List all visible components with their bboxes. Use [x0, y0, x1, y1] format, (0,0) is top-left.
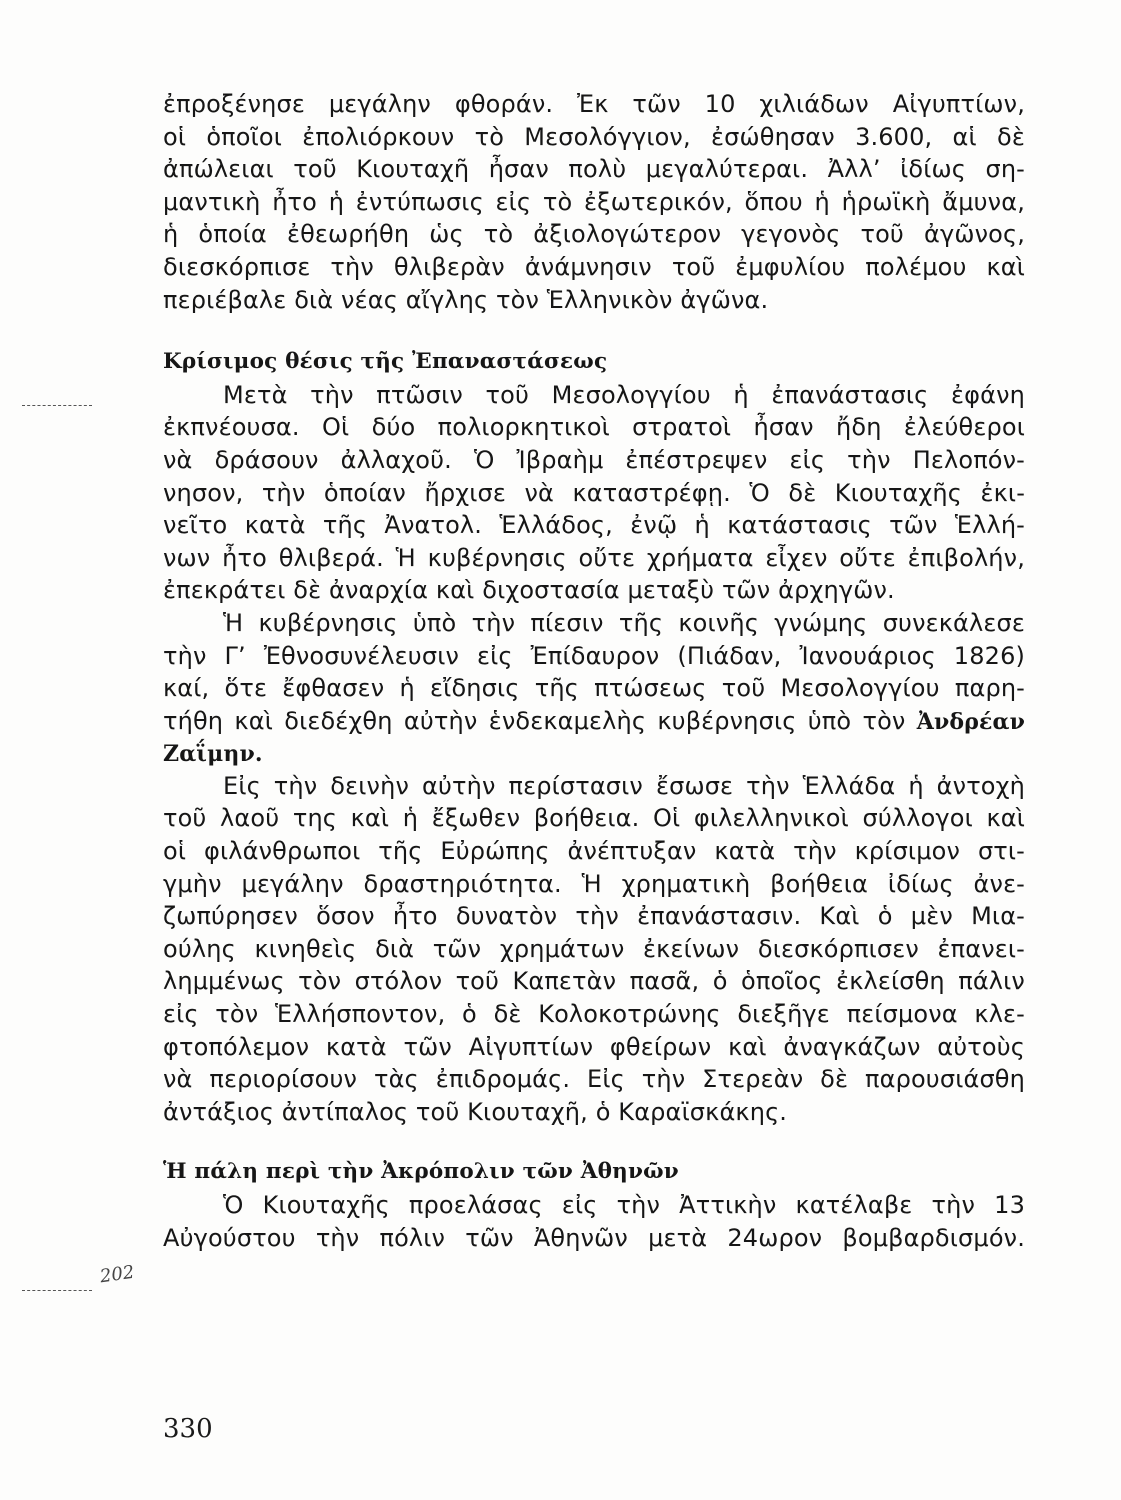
text-line: ούλης κινηθεὶς διὰ τῶν χρημάτων ἐκείνων διεσκόρπισεν ἐπανει- [163, 934, 1025, 963]
paragraph-1 [163, 88, 1025, 316]
text-line: Ἡ κυβέρνησις ὑπὸ τὴν πίεσιν τῆς κοινῆς γνώμης συνεκάλεσε [223, 608, 1025, 637]
text-line: νων ἦτο θλιβερά. Ἡ κυβέρνησις οὔτε χρήματα εἶχεν οὔτε ἐπιβολήν, [163, 543, 1025, 572]
text-line: διεσκόρπισε τὴν θλιβερὰν ἀνάμνησιν τοῦ ἐμφυλίου πολέμου καὶ [163, 252, 1025, 281]
text-line: οἱ φιλάνθρωποι τῆς Εὐρώπης ἀνέπτυξαν κατὰ τὴν κρίσιμον στι- [163, 837, 1025, 866]
text-line: Ὁ Κιουταχῆς προελάσας εἰς τὴν Ἀττικὴν κατέλαβε τὴν 13 [223, 1191, 1025, 1219]
text-line [163, 705, 1025, 738]
text-line: ἀντάξιος ἀντίπαλος τοῦ Κιουταχῆ, ὁ Καραϊσκάκης. [163, 1097, 788, 1126]
paragraph-3 [163, 607, 1025, 770]
text-line [163, 737, 1025, 770]
text-line: νὰ δράσουν ἀλλαχοῦ. Ὁ Ἰβραὴμ ἐπέστρεψεν εἰς τὴν Πελοπόν- [163, 445, 1025, 474]
text-line: Αὐγούστου τὴν πόλιν τῶν Ἀθηνῶν μετὰ 24ωρον βομβαρδισμόν. [163, 1223, 1025, 1252]
bold-name-andreas: Ἀνδρέαν [916, 708, 1026, 735]
text-line: ἀπώλειαι τοῦ Κιουταχῆ ἦσαν πολὺ μεγαλύτεραι. Ἀλλ’ ἰδίως ση- [163, 155, 1025, 184]
section-heading-critical-situation: Κρίσιμος θέσις τῆς Ἐπαναστάσεως [163, 349, 608, 375]
text-line: εἰς τὸν Ἑλλήσποντον, ὁ δὲ Κολοκοτρώνης διεξῆγε πείσμονα κλε- [163, 1000, 1025, 1029]
text-line: ἐπροξένησε μεγάλην φθοράν. Ἐκ τῶν 10 χιλιάδων Αἰγυπτίων, [163, 90, 1025, 118]
paragraph-4 [163, 770, 1025, 1129]
text-line: οἱ ὁποῖοι ἐπολιόρκουν τὸ Μεσολόγγιον, ἐσώθησαν 3.600, αἱ δὲ [163, 122, 1025, 151]
text-line: Μετὰ τὴν πτῶσιν τοῦ Μεσολογγίου ἡ ἐπανάστασις ἐφάνη [223, 380, 1025, 409]
text-line: ἐκπνέουσα. Οἱ δύο πολιορκητικοὶ στρατοὶ ἦσαν ἤδη ἐλεύθεροι [163, 413, 1025, 442]
text-line: ἐπεκράτει δὲ ἀναρχία καὶ διχοστασία μεταξὺ τῶν ἀρχηγῶν. [163, 576, 895, 605]
text-line: Εἰς τὴν δεινὴν αὐτὴν περίστασιν ἔσωσε τὴν Ἑλλάδα ἡ ἀντοχὴ [223, 771, 1025, 800]
text-line: νὰ περιορίσουν τὰς ἐπιδρομάς. Εἰς τὴν Στερεὰν δὲ παρουσιάσθη [163, 1065, 1025, 1094]
margin-dash-mark-2 [22, 1290, 92, 1292]
text-span: τήθη καὶ διεδέχθη αὐτὴν ἑνδεκαμελὴς κυβέρνησις ὑπὸ τὸν [163, 706, 906, 735]
text-line: νεῖτο κατὰ τῆς Ἀνατολ. Ἑλλάδος, ἐνῷ ἡ κατάστασις τῶν Ἑλλή- [163, 511, 1025, 540]
text-line: λημμένως τὸν στόλον τοῦ Καπετὰν πασᾶ, ὁ ὁποῖος ἐκλείσθη πάλιν [163, 967, 1025, 996]
text-line: καί, ὅτε ἔφθασεν ἡ εἴδησις τῆς πτώσεως τοῦ Μεσολογγίου παρη- [163, 674, 1025, 703]
paragraph-5 [163, 1189, 1025, 1254]
text-line: ἡ ὁποία ἐθεωρήθη ὡς τὸ ἀξιολογώτερον γεγονὸς τοῦ ἀγῶνος, [163, 220, 1025, 249]
paragraph-2 [163, 379, 1025, 607]
text-line: τοῦ λαοῦ της καὶ ἡ ἔξωθεν βοήθεια. Οἱ φιλελληνικοὶ σύλλογοι καὶ [163, 804, 1025, 833]
section-heading-acropolis-struggle: Ἡ πάλη περὶ τὴν Ἀκρόπολιν τῶν Ἀθηνῶν [163, 1159, 679, 1185]
text-line: φτοπόλεμον κατὰ τῶν Αἰγυπτίων φθείρων καὶ ἀναγκάζων αὐτοὺς [163, 1032, 1025, 1061]
page-number: 330 [163, 1414, 213, 1444]
text-line: γμὴν μεγάλην δραστηριότητα. Ἡ χρηματικὴ βοήθεια ἰδίως ἀνε- [163, 869, 1025, 898]
margin-handwritten-note: 202 [98, 1261, 136, 1288]
text-line: περιέβαλε διὰ νέας αἴγλης τὸν Ἑλληνικὸν ἀγῶνα. [163, 285, 769, 314]
text-line: νησον, τὴν ὁποίαν ἤρχισε νὰ καταστρέφῃ. Ὁ δὲ Κιουταχῆς ἐκι- [163, 478, 1025, 507]
page-text-block [163, 88, 1025, 1254]
text-line: ζωπύρησεν ὅσον ἦτο δυνατὸν τὴν ἐπανάστασιν. Καὶ ὁ μὲν Μια- [163, 902, 1025, 931]
margin-dash-mark-1 [22, 405, 92, 407]
bold-name-zaimis: Ζαΐμην. [163, 741, 263, 768]
text-line: τὴν Γ’ Ἐθνοσυνέλευσιν εἰς Ἐπίδαυρον (Πιάδαν, Ἰανουάριος 1826) [163, 641, 1025, 670]
text-line: μαντικὴ ἦτο ἡ ἐντύπωσις εἰς τὸ ἐξωτερικόν, ὅπου ἡ ἡρωϊκὴ ἄμυνα, [163, 187, 1025, 216]
